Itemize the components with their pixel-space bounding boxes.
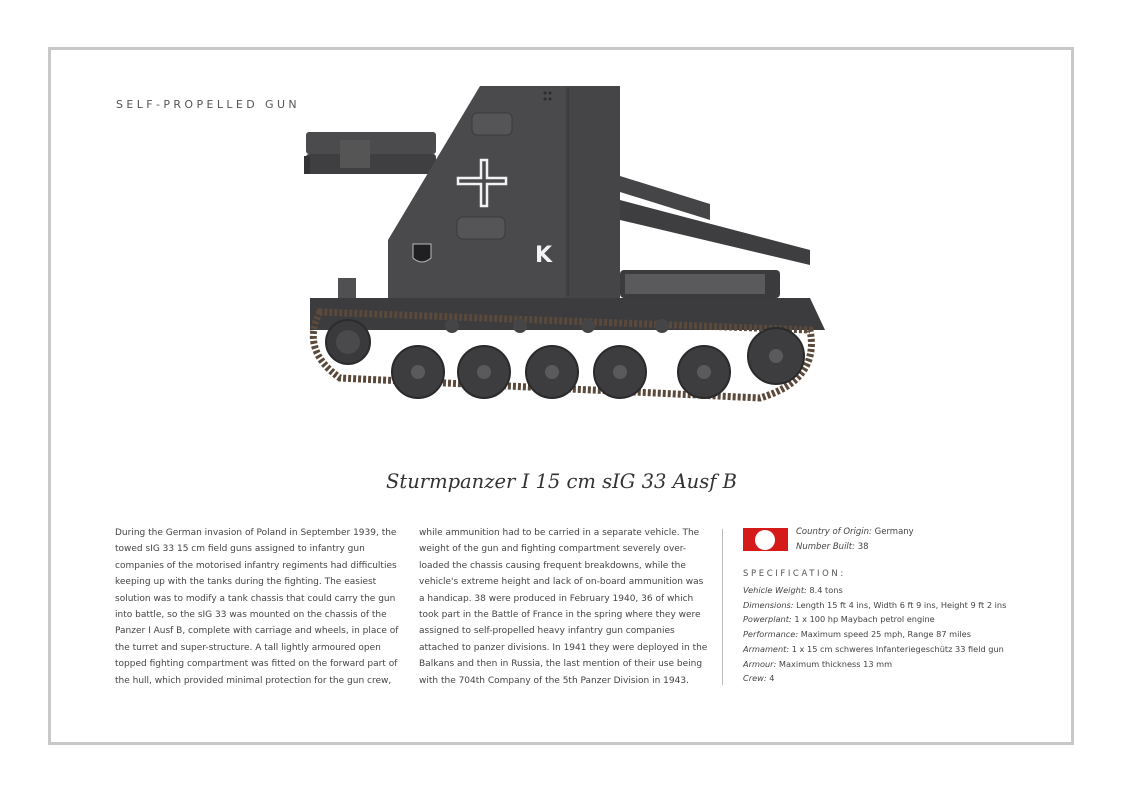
text-line: a handicap. 38 were produced in February 1940, 36 of which: [419, 593, 694, 604]
text-line: into battle, so the sIG 33 was mounted on the chassis of the: [115, 610, 387, 621]
country-value: Germany: [874, 527, 914, 537]
spec-row: Vehicle Weight: 8.4 tons: [743, 585, 843, 595]
text-line: Balkans and then in Russia, the last mention of their use being: [419, 659, 703, 670]
vehicle-title: Sturmpanzer I 15 cm sIG 33 Ausf B: [386, 470, 737, 493]
description-column-1: [115, 525, 401, 689]
country-label: Country of Origin:: [796, 527, 872, 537]
specification-heading: SPECIFICATION:: [743, 569, 846, 579]
spec-row: Armament: 1 x 15 cm schweres Infanteriegeschütz 33 field gun: [743, 643, 1004, 654]
spec-row: Powerplant: 1 x 100 hp Maybach petrol engine: [743, 614, 935, 625]
text-line: the turret and super-structure. A tall lightly armoured open: [115, 642, 381, 653]
origin-info: [796, 525, 914, 555]
spec-row: Armour: Maximum thickness 13 mm: [743, 658, 893, 669]
text-line: towed sIG 33 15 cm field guns assigned to infantry gun: [115, 544, 365, 555]
text-line: attached to panzer divisions. In 1941 they were deployed in the: [419, 642, 708, 653]
spec-row: Crew: 4: [743, 673, 775, 684]
built-value: 38: [857, 542, 869, 552]
spec-row: Performance: Maximum speed 25 mph, Range 87 miles: [743, 629, 971, 640]
national-flag-icon: [743, 528, 788, 551]
text-line: companies of the motorised infantry regiments had difficulties: [115, 560, 397, 571]
text-line: vehicle's extreme height and lack of on-board ammunition was: [419, 577, 704, 588]
text-line: loaded the chassis causing frequent breakdowns, while the: [419, 560, 686, 571]
text-line: with the 704th Company of the 5th Panzer Division in 1943.: [419, 675, 689, 686]
text-line: took part in the Battle of France in the spring where they were: [419, 610, 701, 621]
text-line: topped fighting compartment was fitted on the forward part of: [115, 659, 398, 670]
category-label: SELF-PROPELLED GUN: [116, 98, 301, 111]
text-line: the hull, which provided minimal protection for the gun crew,: [115, 675, 392, 686]
text-line: Panzer I Ausf B, complete with carriage and wheels, in place of: [115, 626, 399, 637]
text-line: During the German invasion of Poland in September 1939, the: [115, 528, 397, 538]
spec-row: Dimensions: Length 15 ft 4 ins, Width 6 ft 9 ins, Height 9 ft 2 ins: [743, 599, 1007, 610]
description-column-2: [419, 525, 709, 689]
text-line: solution was to modify a tank chassis that could carry the gun: [115, 593, 396, 604]
built-label: Number Built:: [796, 542, 855, 552]
specification-list: [743, 583, 1006, 686]
text-line: assigned to self-propelled heavy infantry gun companies: [419, 626, 675, 637]
vehicle-illustration: [290, 80, 835, 410]
text-line: weight of the gun and fighting compartment severely over-: [419, 544, 687, 555]
text-line: while ammunition had to be carried in a separate vehicle. The: [419, 528, 700, 538]
vehicle-marking-k: K: [535, 243, 553, 268]
text-line: keeping up with the tanks during the fighting. The easiest: [115, 577, 377, 588]
column-divider: [722, 529, 723, 685]
